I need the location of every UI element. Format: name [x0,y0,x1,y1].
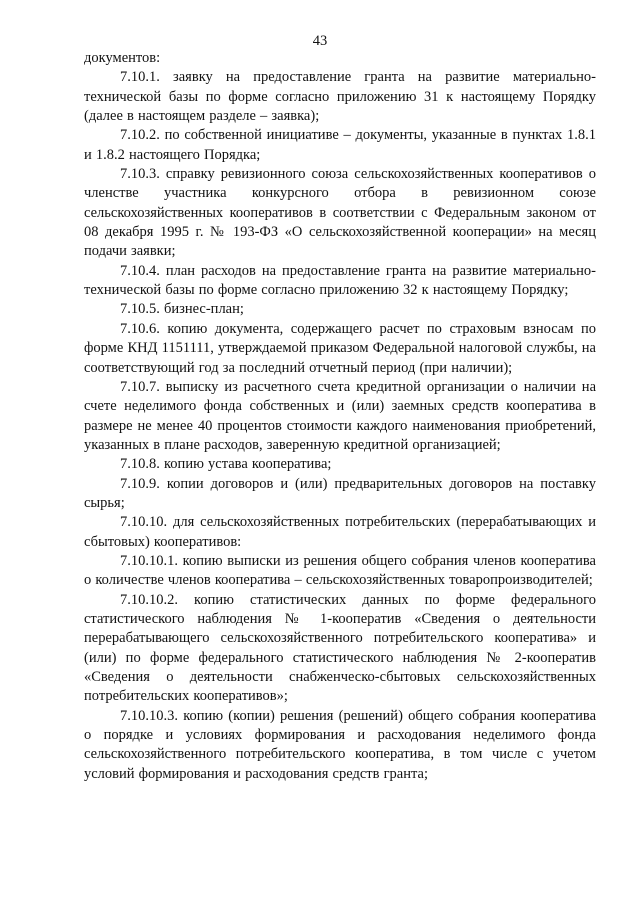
paragraph-7-10-10-3: 7.10.10.3. копию (копии) решения (решений) общего собрания кооператива о порядке и условиях формирования и расходования неделимого фонда сельскохозяйственного потребительского кооператива, в том числе с учетом условий формирования и расходования средств гранта; [84,707,596,782]
paragraph-7-10-7: 7.10.7. выписку из расчетного счета кредитной организации о наличии на счете неделимого фонда собственных и (или) заемных средств кооператива в размере не менее 40 процентов стоимости каждого наименования приобретений, указанных в плане расходов, заверенную кредитной организацией; [84,378,596,453]
page-number: 43 [312,33,328,49]
paragraph-7-10-8: 7.10.8. копию устава кооператива; [120,456,332,473]
paragraph-continuation: документов: [84,50,161,66]
document-body [84,49,596,784]
paragraph-7-10-9: 7.10.9. копии договоров и (или) предварительных договоров на поставку сырья; [84,475,596,511]
paragraph-7-10-10-1: 7.10.10.1. копию выписки из решения общего собрания членов кооператива о количестве членов кооператива – сельскохозяйственных товаропроизводителей; [84,552,596,589]
paragraph-7-10-4: 7.10.4. план расходов на предоставление гранта на развитие материально-технической базы по форме согласно приложению 32 к настоящему Порядку; [84,262,596,299]
paragraph-7-10-10-2: 7.10.10.2. копию статистических данных по форме федерального статистического наблюдения № 1-кооператив «Сведения о деятельности перерабатывающего сельскохозяйственного потребительского кооператива» и (или) по форме федерального статистического наблюдения № 2-кооператив «Сведения о деятельности снабженческо-сбытовых сельскохозяйственных потребительских кооперативов»; [84,591,596,705]
paragraph-7-10-6: 7.10.6. копию документа, содержащего расчет по страховым взносам по форме КНД 1151111, утверждаемой приказом Федеральной налоговой службы, на соответствующий год за последний отчетный период (при наличии); [84,320,596,376]
paragraph-7-10-10: 7.10.10. для сельскохозяйственных потребительских (перерабатывающих и сбытовых) кооперативов: [84,514,596,550]
paragraph-7-10-1: 7.10.1. заявку на предоставление гранта на развитие материально-технической базы по форме согласно приложению 31 к настоящему Порядку (далее в настоящем разделе – заявка); [84,69,596,125]
paragraph-7-10-3: 7.10.3. справку ревизионного союза сельскохозяйственных кооперативов о членстве участника конкурсного отбора в ревизионном союзе сельскохозяйственных кооперативов в соответствии с Федеральным законом от 08 декабря 1995 г. № 193-ФЗ «О сельскохозяйственной кооперации» на месяц подачи заявки; [84,166,596,260]
paragraph-7-10-5: 7.10.5. бизнес-план; [120,301,244,318]
paragraph-7-10-2: 7.10.2. по собственной инициативе – документы, указанные в пунктах 1.8.1 и 1.8.2 настоящего Порядка; [84,127,596,163]
